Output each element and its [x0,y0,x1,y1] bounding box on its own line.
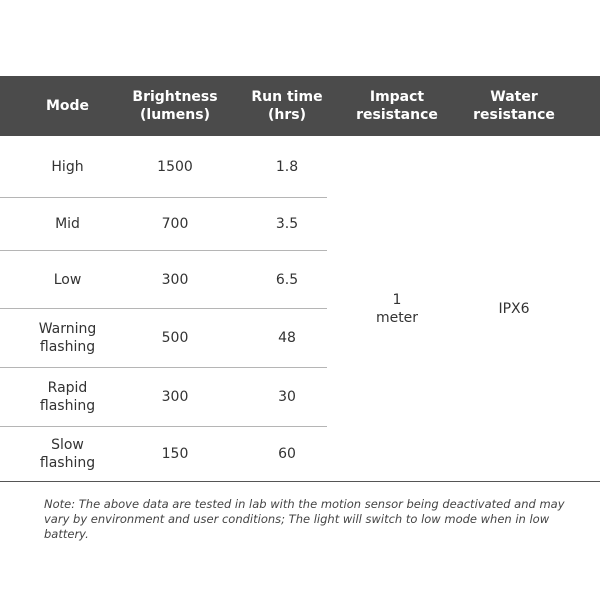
table-header [0,76,600,136]
row-3-mode: Low [53,271,82,288]
row-5-brightness: 300 [161,389,189,405]
footnote: Note: The above data are tested in lab with the motion sensor being deactivated and may vary by environment and user conditions; The light will switch to low mode when in low battery. [44,497,565,541]
water-resistance-value: IPX6 [498,300,530,317]
header-mode: Mode [45,98,90,114]
header-brightness: Brightness (lumens) [132,89,218,123]
header-impact: Impact resistance [356,89,438,123]
row-1-mode: High [51,158,84,175]
row-2-brightness: 700 [161,216,189,232]
row-4-brightness: 500 [161,330,189,346]
row-6-mode: Slow flashing [39,437,96,471]
row-6-runtime: 60 [278,446,296,462]
impact-resistance-value: 1 meter [375,291,419,326]
row-4-mode: Warning flashing [38,321,97,355]
row-5-runtime: 30 [278,389,296,405]
row-3-brightness: 300 [161,271,189,288]
row-6-brightness: 150 [161,446,189,462]
table-bottom-border [0,481,600,482]
row-4-runtime: 48 [278,330,296,346]
header-water: Water resistance [473,89,555,123]
row-2-mode: Mid [55,216,80,232]
row-1-brightness: 1500 [157,158,193,175]
row-2-runtime: 3.5 [275,216,299,232]
row-1-runtime: 1.8 [275,158,299,175]
row-5-mode: Rapid flashing [39,380,96,414]
header-runtime: Run time (hrs) [251,89,323,123]
row-3-runtime: 6.5 [275,271,299,288]
